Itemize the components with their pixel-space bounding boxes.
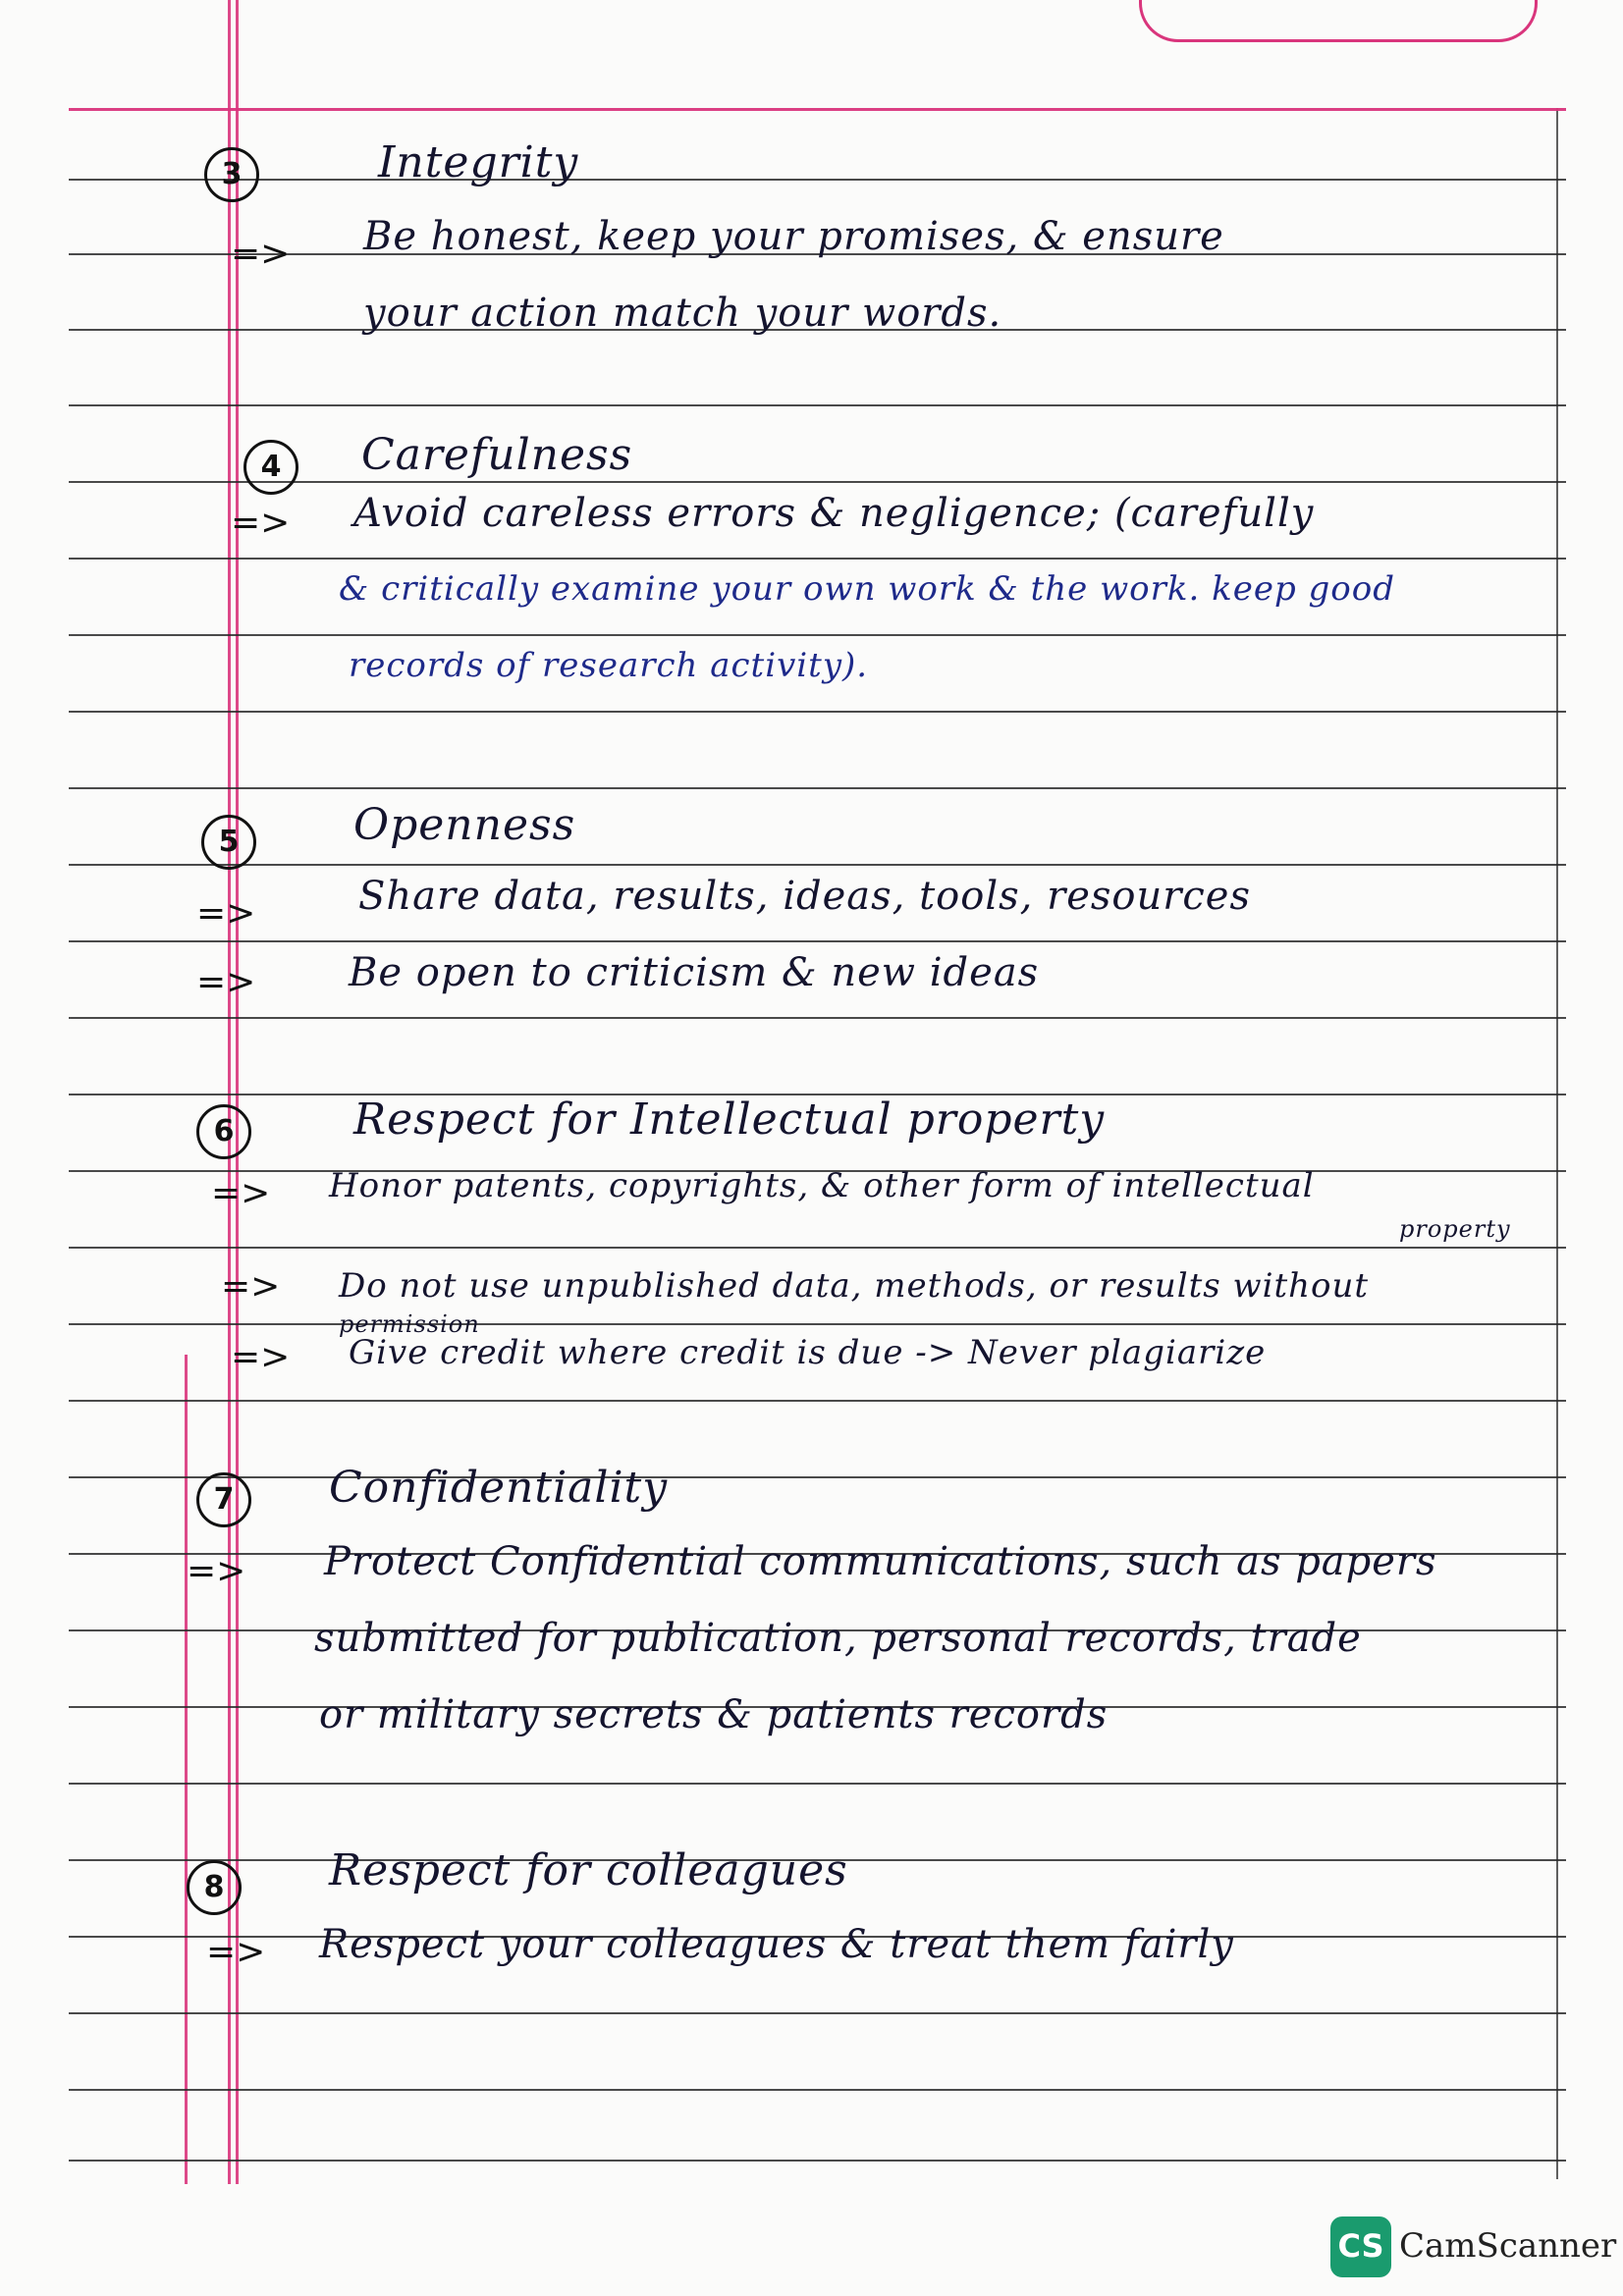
page-edge xyxy=(1556,108,1558,2179)
section-line: permission xyxy=(339,1310,480,1338)
section-line: submitted for publication, personal records, trade xyxy=(314,1616,1362,1661)
ruled-line xyxy=(69,108,1566,111)
section-line: Give credit where credit is due -> Never plagiarize xyxy=(349,1333,1267,1372)
section-number-6: 6 xyxy=(196,1104,251,1159)
ruled-line xyxy=(69,1247,1566,1249)
arrow-icon: => xyxy=(206,1932,266,1972)
ruled-line xyxy=(69,558,1566,560)
ruled-line xyxy=(69,2089,1566,2091)
ruled-line xyxy=(69,711,1566,713)
section-number-4: 4 xyxy=(243,440,298,495)
ruled-line xyxy=(69,1017,1566,1019)
ruled-line xyxy=(69,2160,1566,2162)
camscanner-watermark-text: CamScanner xyxy=(1399,2226,1617,2266)
arrow-icon: => xyxy=(231,1337,291,1377)
section-line: property xyxy=(1399,1215,1511,1243)
ruled-line xyxy=(69,1783,1566,1785)
camscanner-logo-icon: CS xyxy=(1330,2216,1391,2277)
section-line: records of research activity). xyxy=(349,646,869,685)
ruled-line xyxy=(69,787,1566,789)
arrow-icon: => xyxy=(231,503,291,543)
arrow-icon: => xyxy=(221,1266,281,1307)
arrow-icon: => xyxy=(211,1173,271,1213)
section-line: Respect your colleagues & treat them fairly xyxy=(319,1922,1234,1967)
section-heading-confidentiality: Confidentiality xyxy=(329,1463,669,1513)
arrow-icon: => xyxy=(231,234,291,274)
section-heading-carefulness: Carefulness xyxy=(361,430,633,480)
ruled-line xyxy=(69,1476,1566,1478)
section-number-7: 7 xyxy=(196,1472,251,1527)
ruled-line xyxy=(69,864,1566,866)
section-heading-respect-colleagues: Respect for colleagues xyxy=(329,1845,848,1896)
ruled-line xyxy=(69,634,1566,636)
top-bracket-mark xyxy=(1139,0,1538,42)
ruled-line xyxy=(69,1323,1566,1325)
section-line: your action match your words. xyxy=(363,291,1002,336)
section-line: Honor patents, copyrights, & other form of intellectual xyxy=(329,1166,1315,1205)
section-line: Be honest, keep your promises, & ensure xyxy=(363,214,1224,259)
ruled-line xyxy=(69,404,1566,406)
section-heading-integrity: Integrity xyxy=(378,137,579,187)
margin-line-right xyxy=(236,0,239,2184)
arrow-icon: => xyxy=(187,1551,246,1591)
section-heading-intellectual-property: Respect for Intellectual property xyxy=(353,1095,1106,1145)
section-heading-openness: Openness xyxy=(353,800,576,850)
section-line: Protect Confidential communications, such as papers xyxy=(324,1539,1437,1584)
section-line: or military secrets & patients records xyxy=(319,1692,1109,1737)
ruled-line xyxy=(69,179,1566,181)
section-line: Be open to criticism & new ideas xyxy=(349,950,1040,995)
ruled-line xyxy=(69,1400,1566,1402)
ruled-line xyxy=(69,2012,1566,2014)
section-line: Share data, results, ideas, tools, resources xyxy=(358,874,1251,919)
margin-line-left xyxy=(228,0,231,2184)
arrow-icon: => xyxy=(196,962,256,1002)
section-number-5: 5 xyxy=(201,815,256,870)
section-line: Do not use unpublished data, methods, or results without xyxy=(339,1266,1370,1306)
ruled-line xyxy=(69,940,1566,942)
section-line: Avoid careless errors & negligence; (carefully xyxy=(353,491,1315,536)
arrow-icon: => xyxy=(196,893,256,934)
section-number-3: 3 xyxy=(204,147,259,202)
section-line: & critically examine your own work & the work. keep good xyxy=(339,569,1395,609)
margin-line-lower xyxy=(185,1355,188,2184)
section-number-8: 8 xyxy=(187,1860,242,1915)
